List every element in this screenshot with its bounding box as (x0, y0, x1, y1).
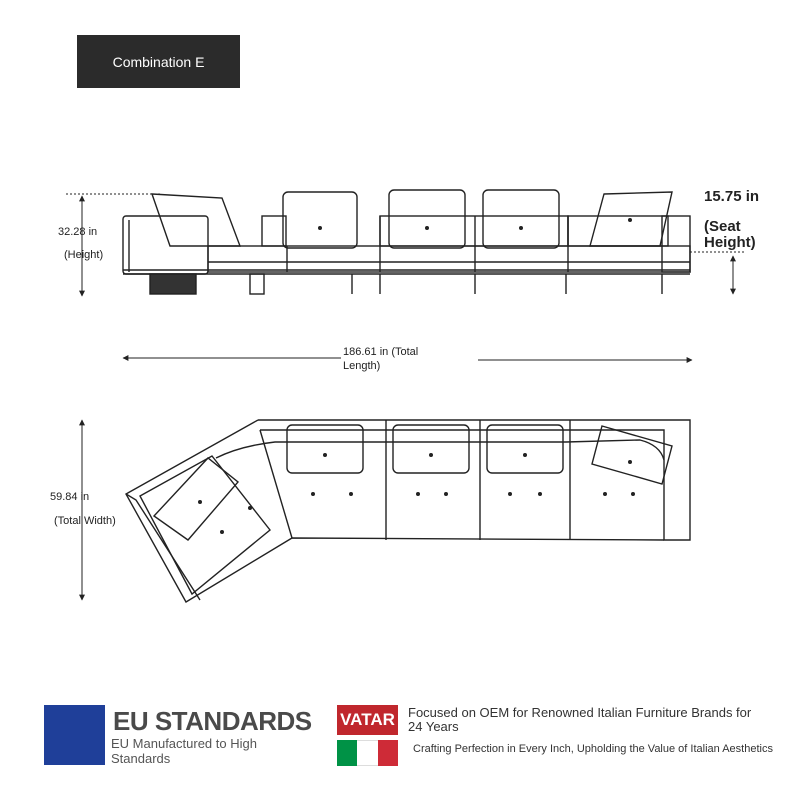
height-label: (Height) (64, 249, 104, 261)
seat-height-label: (Seat Height) (704, 218, 756, 251)
top-view-sofa (126, 420, 690, 602)
brand-statement: Focused on OEM for Renowned Italian Furniture Brands for 24 Years (408, 705, 752, 734)
front-view-sofa (123, 190, 690, 294)
combination-title: Combination E (77, 35, 240, 88)
eu-standards-title: EU STANDARDS (113, 706, 312, 736)
total-width-label: (Total Width) (54, 515, 116, 527)
eu-standards-subtitle: EU Manufactured to High Standards (111, 736, 257, 766)
italy-flag-icon (337, 740, 398, 766)
seat-height-value: 15.75 in (704, 188, 760, 205)
eu-flag-icon (44, 705, 105, 765)
vatar-logo: VATAR (337, 705, 398, 735)
total-width-value: 59.84 in (50, 491, 90, 503)
total-length-value: 186.61 in (Total (343, 346, 419, 358)
height-value: 32.28 in (58, 226, 98, 238)
total-length-label: Length) (343, 360, 381, 372)
brand-tagline: Crafting Perfection in Every Inch, Upholding the Value of Italian Aesthetics (413, 743, 773, 755)
